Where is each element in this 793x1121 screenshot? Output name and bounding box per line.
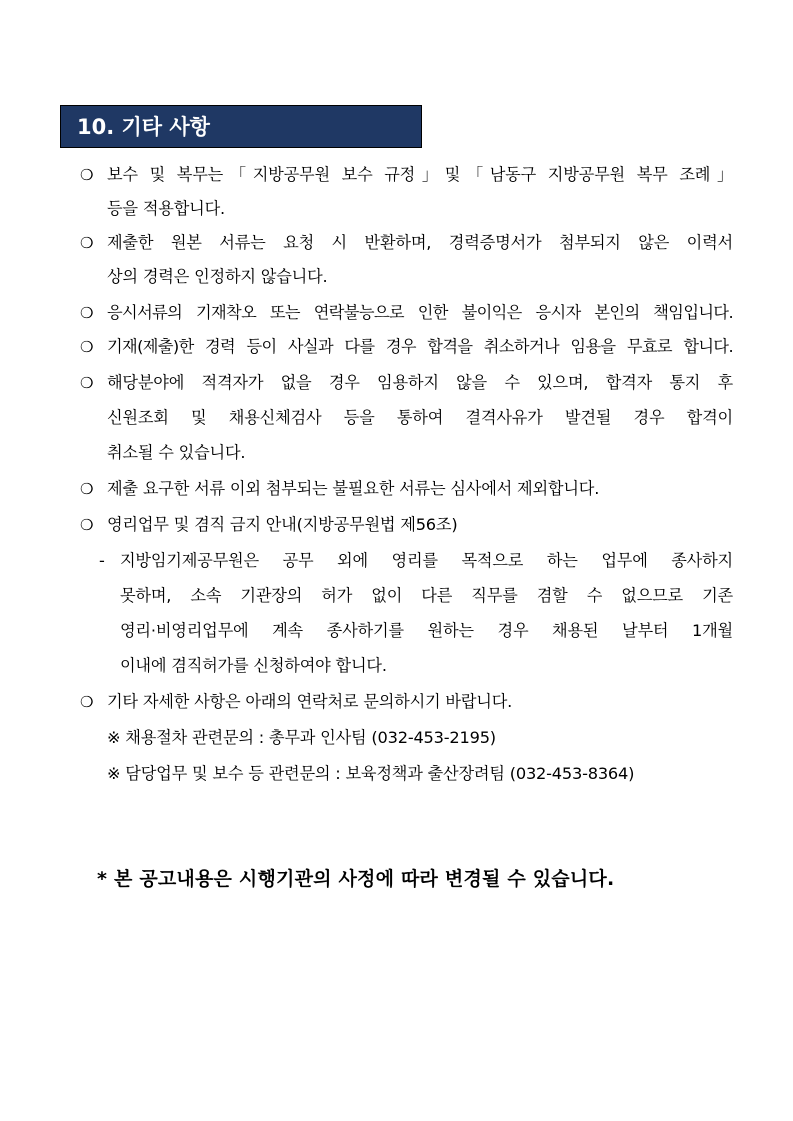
sub-line-2: 못하며, 소속 기관장의 허가 없이 다른 직무를 겸할 수 없으므로 기존 bbox=[120, 586, 733, 605]
sub-line-3: 영리·비영리업무에 계속 종사하기를 원하는 경우 채용된 날부터 1개월 bbox=[120, 621, 733, 640]
bullet-icon: ❍ bbox=[80, 338, 94, 356]
change-notice: * 본 공고내용은 시행기관의 사정에 따라 변경될 수 있습니다. bbox=[97, 868, 615, 890]
bullet-icon: ❍ bbox=[80, 234, 94, 252]
item-5-line-3: 취소될 수 있습니다. bbox=[107, 443, 246, 462]
section-title: 10. 기타 사항 bbox=[77, 115, 210, 139]
item-8-line-1: 기타 자세한 사항은 아래의 연락처로 문의하시기 바랍니다. bbox=[107, 692, 513, 711]
item-4-line-1: 기재(제출)한 경력 등이 사실과 다를 경우 합격을 취소하거나 임용을 무효로 합니다. bbox=[107, 337, 733, 356]
item-2-line-2: 상의 경력은 인정하지 않습니다. bbox=[107, 267, 328, 286]
bullet-icon: ❍ bbox=[80, 516, 94, 534]
item-3-line-1: 응시서류의 기재착오 또는 연락불능으로 인한 불이익은 응시자 본인의 책임입니다. bbox=[107, 303, 733, 322]
item-1-line-2: 등을 적용합니다. bbox=[107, 199, 225, 218]
sub-line-1: 지방임기제공무원은 공무 외에 영리를 목적으로 하는 업무에 종사하지 bbox=[120, 551, 733, 570]
item-5-line-2: 신원조회 및 채용신체검사 등을 통하여 결격사유가 발견될 경우 합격이 bbox=[107, 408, 733, 427]
contact-note-1: ※ 채용절차 관련문의 : 총무과 인사팀 (032-453-2195) bbox=[107, 728, 496, 747]
item-7-line-1: 영리업무 및 겸직 금지 안내(지방공무원법 제56조) bbox=[107, 515, 458, 534]
bullet-icon: ❍ bbox=[80, 304, 94, 322]
item-6-line-1: 제출 요구한 서류 이외 첨부되는 불필요한 서류는 심사에서 제외합니다. bbox=[107, 479, 600, 498]
bullet-icon: ❍ bbox=[80, 374, 94, 392]
bullet-icon: ❍ bbox=[80, 693, 94, 711]
item-2-line-1: 제출한 원본 서류는 요청 시 반환하며, 경력증명서가 첨부되지 않은 이력서 bbox=[107, 233, 733, 252]
contact-note-2: ※ 담당업무 및 보수 등 관련문의 : 보육정책과 출산장려팀 (032-453-8364) bbox=[107, 764, 635, 783]
dash-icon: - bbox=[99, 551, 105, 570]
sub-line-4: 이내에 겸직허가를 신청하여야 합니다. bbox=[120, 656, 387, 675]
item-5-line-1: 해당분야에 적격자가 없을 경우 임용하지 않을 수 있으며, 합격자 통지 후 bbox=[107, 373, 733, 392]
bullet-icon: ❍ bbox=[80, 166, 94, 184]
item-1-line-1: 보수 및 복무는「지방공무원 보수 규정」및「남동구 지방공무원 복무 조례」 bbox=[107, 165, 733, 184]
section-header bbox=[60, 105, 422, 148]
bullet-icon: ❍ bbox=[80, 480, 94, 498]
